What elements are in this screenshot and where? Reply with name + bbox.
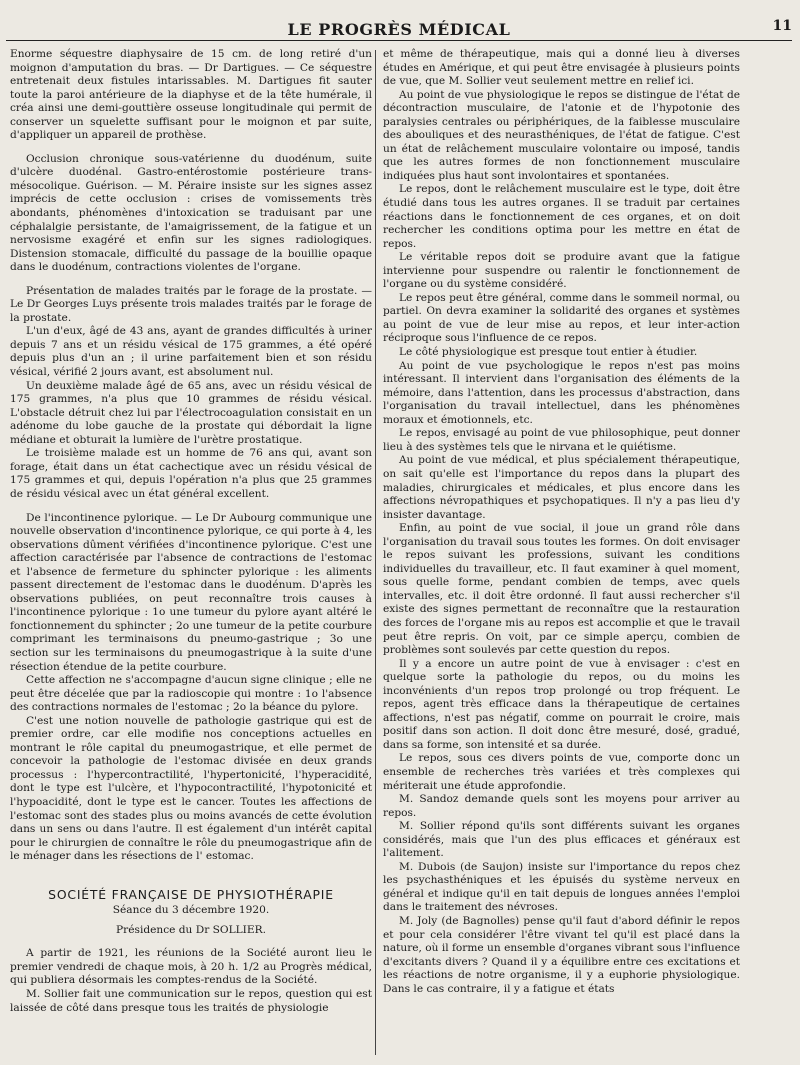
social-rest-paragraph: Enfin, au point de vue social, il joue un grand rôle dans l'organisation du travail sous toutes les formes. On doit envisager le repos suivant les professions, suivant les conditions individuelles du travailleur, etc. Il faut examiner à quel moment, sous quelle forme, pendant combien de temps, avec quels intervalles, etc. il doit être ordonné. Il faut aussi rechercher s'il existe des signes permettant de reconnaître que la restauration des forces de l'organe mis au repos est accomplie et que le travail peut être repris. On voit, par ce simple aperçu, combien de problèmes sont soulevés par cette question du repos. xyxy=(383,522,740,657)
rest-continuation-paragraph: et même de thérapeutique, mais qui a donné lieu à diverses études en Amérique, et qui peut être envisagée à plusieurs points de vue, que M. Sollier veut seulement mettre en relief ici. xyxy=(383,48,740,88)
meeting-date: Séance du 3 décembre 1920. xyxy=(112,904,270,917)
peraire-paragraph: Occlusion chronique sous-vatérienne du duodénum, suite d'ulcère duodénal. Gastro-entérostomie postérieure trans-mésocolique. Guérison. — M. Péraire insiste sur les signes assez imprécis de cette occlusion : crises de vomissements très abondants, phénomènes d'intoxication se traduisant par une céphalalgie persistante, de l'amaigrissement, de la fatigue et un nervosisme exagéré et enfin sur les signes radiologiques. Distension stomacale, difficulté du passage de la bouillie opaque dans le duodénum, contractions violentes de l'organe. xyxy=(10,152,372,274)
philosophical-rest-paragraph: Le repos, envisagé au point de vue philosophique, peut donner lieu à des systèmes tels que le nirvana et le quiétisme. xyxy=(383,427,740,453)
organ-rest-paragraph: Le repos, dont le relâchement musculaire est le type, doit être étudié dans tous les autres organes. Il se traduit par certaines réactions dans le fonctionnement de ces organes, et on doit rechercher les conditions optima pour les mettre en état de repos. xyxy=(383,183,740,250)
running-title: LE PROGRÈS MÉDICAL xyxy=(287,20,511,39)
left-column xyxy=(10,48,372,1059)
physiological-rest-paragraph: Au point de vue physiologique le repos se distingue de l'état de décontraction musculaire, de l'atonie et de l'hypotonie des paralysies centrales ou périphériques, de la faiblesse musculaire des abouliques et des neurasthéniques, de l'état de fatigue. C'est un état de relâchement musculaire volontaire ou imposé, tandis que les autres formes de non fonctionnement musculaire indiquées plus haut sont involontaires et spontanées. xyxy=(383,88,740,182)
affection-signs-paragraph: Cette affection ne s'accompagne d'aucun signe clinique ; elle ne peut être décelée que par la radioscopie qui montre : 1o l'absence des contractions normales de l'estomac ; 2o la béance du pylore. xyxy=(10,674,372,714)
presidency-line: Présidence du Dr SOLLIER. xyxy=(116,923,266,936)
dartigues-paragraph: Enorme séquestre diaphysaire de 15 cm. de long retiré d'un moignon d'amputation du bras. — Dr Dartigues. — Ce séquestre entretenait deux fistules intarissables. M. Dartigues fit sauter toute la paroi antérieure de la diaphyse et de la tête humérale, il créa ainsi une demi-gouttière osseuse longitudinale qui permit de conserver un squelette suffisant pour le moignon et par suite, d'appliquer un appareil de prothèse. xyxy=(10,48,372,142)
physiology-study-paragraph: Le côté physiologique est presque tout entier à étudier. xyxy=(399,346,698,359)
second-patient-paragraph: Un deuxième malade âgé de 65 ans, avec un résidu vésical de 175 grammes, n'a plus que 10 grammes de résidu vésical. L'obstacle détruit chez lui par l'électrocoagulation consistait en un adénome du lobe gauche de la prostate qui débordait la ligne médiane et obturait la lumière de l'urètre prostatique. xyxy=(10,379,372,446)
gastric-pathology-paragraph: C'est une notion nouvelle de pathologie gastrique qui est de premier ordre, car elle modifie nos conceptions actuelles en montrant le rôle capital du pneumogastrique, et elle permet de concevoir la pathologie de l'estomac divisée en deux grands processus : l'hypercontractilité, l'hypertonicité, l'hyperacidité, dont le type est l'ulcère, et l'hypocontractilité, l'hypotonicité et l'hypoacidité, dont le type est le cancer. Toutes les affections de l'estomac sont des stades plus ou moins avancés de cette évolution dans un sens ou dans l'autre. Il est également d'un intérêt capital pour le chirurgien de connaître le rôle du pneumogastrique afin de le ménager dans les résections de l' estomac. xyxy=(10,714,372,863)
first-patient-paragraph: L'un d'eux, âgé de 43 ans, ayant de grandes difficultés à uriner depuis 7 ans et un résidu vésical de 175 grammes, a été opéré depuis plus d'un an ; il urine parfaitement bien et son résidu vésical, vérifié 2 jours avant, est absolument nul. xyxy=(10,325,372,379)
sollier-intro-paragraph: M. Sollier fait une communication sur le repos, question qui est laissée de côté dans presque tous les traités de physiologie xyxy=(10,988,372,1014)
society-title: SOCIÉTÉ FRANÇAISE DE PHYSIOTHÉRAPIE xyxy=(48,886,334,902)
general-partial-rest-paragraph: Le repos peut être général, comme dans le sommeil normal, ou partiel. On devra examiner la solidarité des organes et systèmes au point de vue de leur mise au repos, et leur inter-action réciproque sous l'influence de ce repos. xyxy=(383,291,740,345)
third-patient-paragraph: Le troisième malade est un homme de 76 ans qui, avant son forage, était dans un état cachectique avec un résidu vésical de 175 grammes et qui, depuis l'opération n'a plus que 25 grammes de résidu vésical avec un état général excellent. xyxy=(10,447,372,500)
right-column xyxy=(383,48,740,1059)
page-header xyxy=(6,14,792,41)
sandoz-paragraph: M. Sandoz demande quels sont les moyens pour arriver au repos. xyxy=(383,793,740,819)
psychological-rest-paragraph: Au point de vue psychologique le repos n'est pas moins intéressant. Il intervient dans l'organisation des éléments de la mémoire, dans l'attention, dans les processus d'abstraction, dans l'organisation du travail intellectuel, dans les phénomènes moraux et émotionnels, etc. xyxy=(383,359,740,426)
luys-intro-paragraph: Présentation de malades traités par le forage de la prostate. — Le Dr Georges Luys présente trois malades traités par le forage de la prostate. xyxy=(10,284,372,324)
column-divider xyxy=(375,50,376,1055)
research-paragraph: Le repos, sous ces divers points de vue, comporte donc un ensemble de recherches très variées et très complexes qui mériterait une étude approfondie. xyxy=(383,752,740,792)
society-schedule-paragraph: A partir de 1921, les réunions de la Société auront lieu le premier vendredi de chaque mois, à 20 h. 1/2 au Progrès médical, qui publiera désormais les comptes-rendus de la Société. xyxy=(10,947,372,987)
medical-rest-paragraph: Au point de vue médical, et plus spécialement thérapeutique, on sait qu'elle est l'importance du repos dans la plupart des maladies, chirurgicales et médicales, et plus encore dans les affections névropathiques et psychopatiques. Il n'y a pas lieu d'y insister davantage. xyxy=(383,454,740,521)
page-number: 11 xyxy=(772,18,792,34)
rest-pathology-paragraph: Il y a encore un autre point de vue à envisager : c'est en quelque sorte la pathologie du repos, ou du moins les inconvénients d'un repos trop prolongé ou trop fréquent. Le repos, agent très efficace dans la thérapeutique de certaines affections, n'est pas négatif, comme on pourrait le croire, mais positif dans son action. Il doit donc être mesuré, dosé, gradué, dans sa forme, son intensité et sa durée. xyxy=(383,657,740,751)
true-rest-paragraph: Le véritable repos doit se produire avant que la fatigue intervienne pour suspendre ou ralentir le fonctionnement de l'organe ou du système considéré. xyxy=(383,251,740,291)
joly-paragraph: M. Joly (de Bagnolles) pense qu'il faut d'abord définir le repos et pour cela considérer l'être vivant tel qu'il est placé dans la nature, où il forme un ensemble d'organes vibrant sous l'influence d'excitants divers ? Quand il y a équilibre entre ces excitations et les réactions de notre organisme, il y a euphorie physiologique. Dans le cas contraire, il y a fatigue et états xyxy=(383,915,740,995)
aubourg-paragraph: De l'incontinence pylorique. — Le Dr Aubourg communique une nouvelle observation d'incontinence pylorique, ce qui porte à 4, les observations dûment vérifiées d'incontinence pylorique. C'est une affection caractérisée par l'absence de contractions de l'estomac et l'absence de fermeture du sphincter pylorique : les aliments passent directement de l'estomac dans le duodénum. D'après les observations publiées, on peut reconnaître trois causes à l'incontinence pylorique : 1o une tumeur du pylore ayant altéré le fonctionnement du sphincter ; 2o une tumeur de la petite courbure comprimant les terminaisons du pneumo-gastrique ; 3o une section sur les terminaisons du pneumogastrique à la suite d'une résection étendue de la petite courbure. xyxy=(10,511,372,673)
sollier-reply-paragraph: M. Sollier répond qu'ils sont différents suivant les organes considérés, mais que l'un des plus efficaces et généraux est l'alitement. xyxy=(383,820,740,860)
dubois-paragraph: M. Dubois (de Saujon) insiste sur l'importance du repos chez les psychasthéniques et les épuisés du système nerveux en général et indique qu'il en tait depuis de longues années l'emploi dans le traitement des névroses. xyxy=(383,860,740,914)
